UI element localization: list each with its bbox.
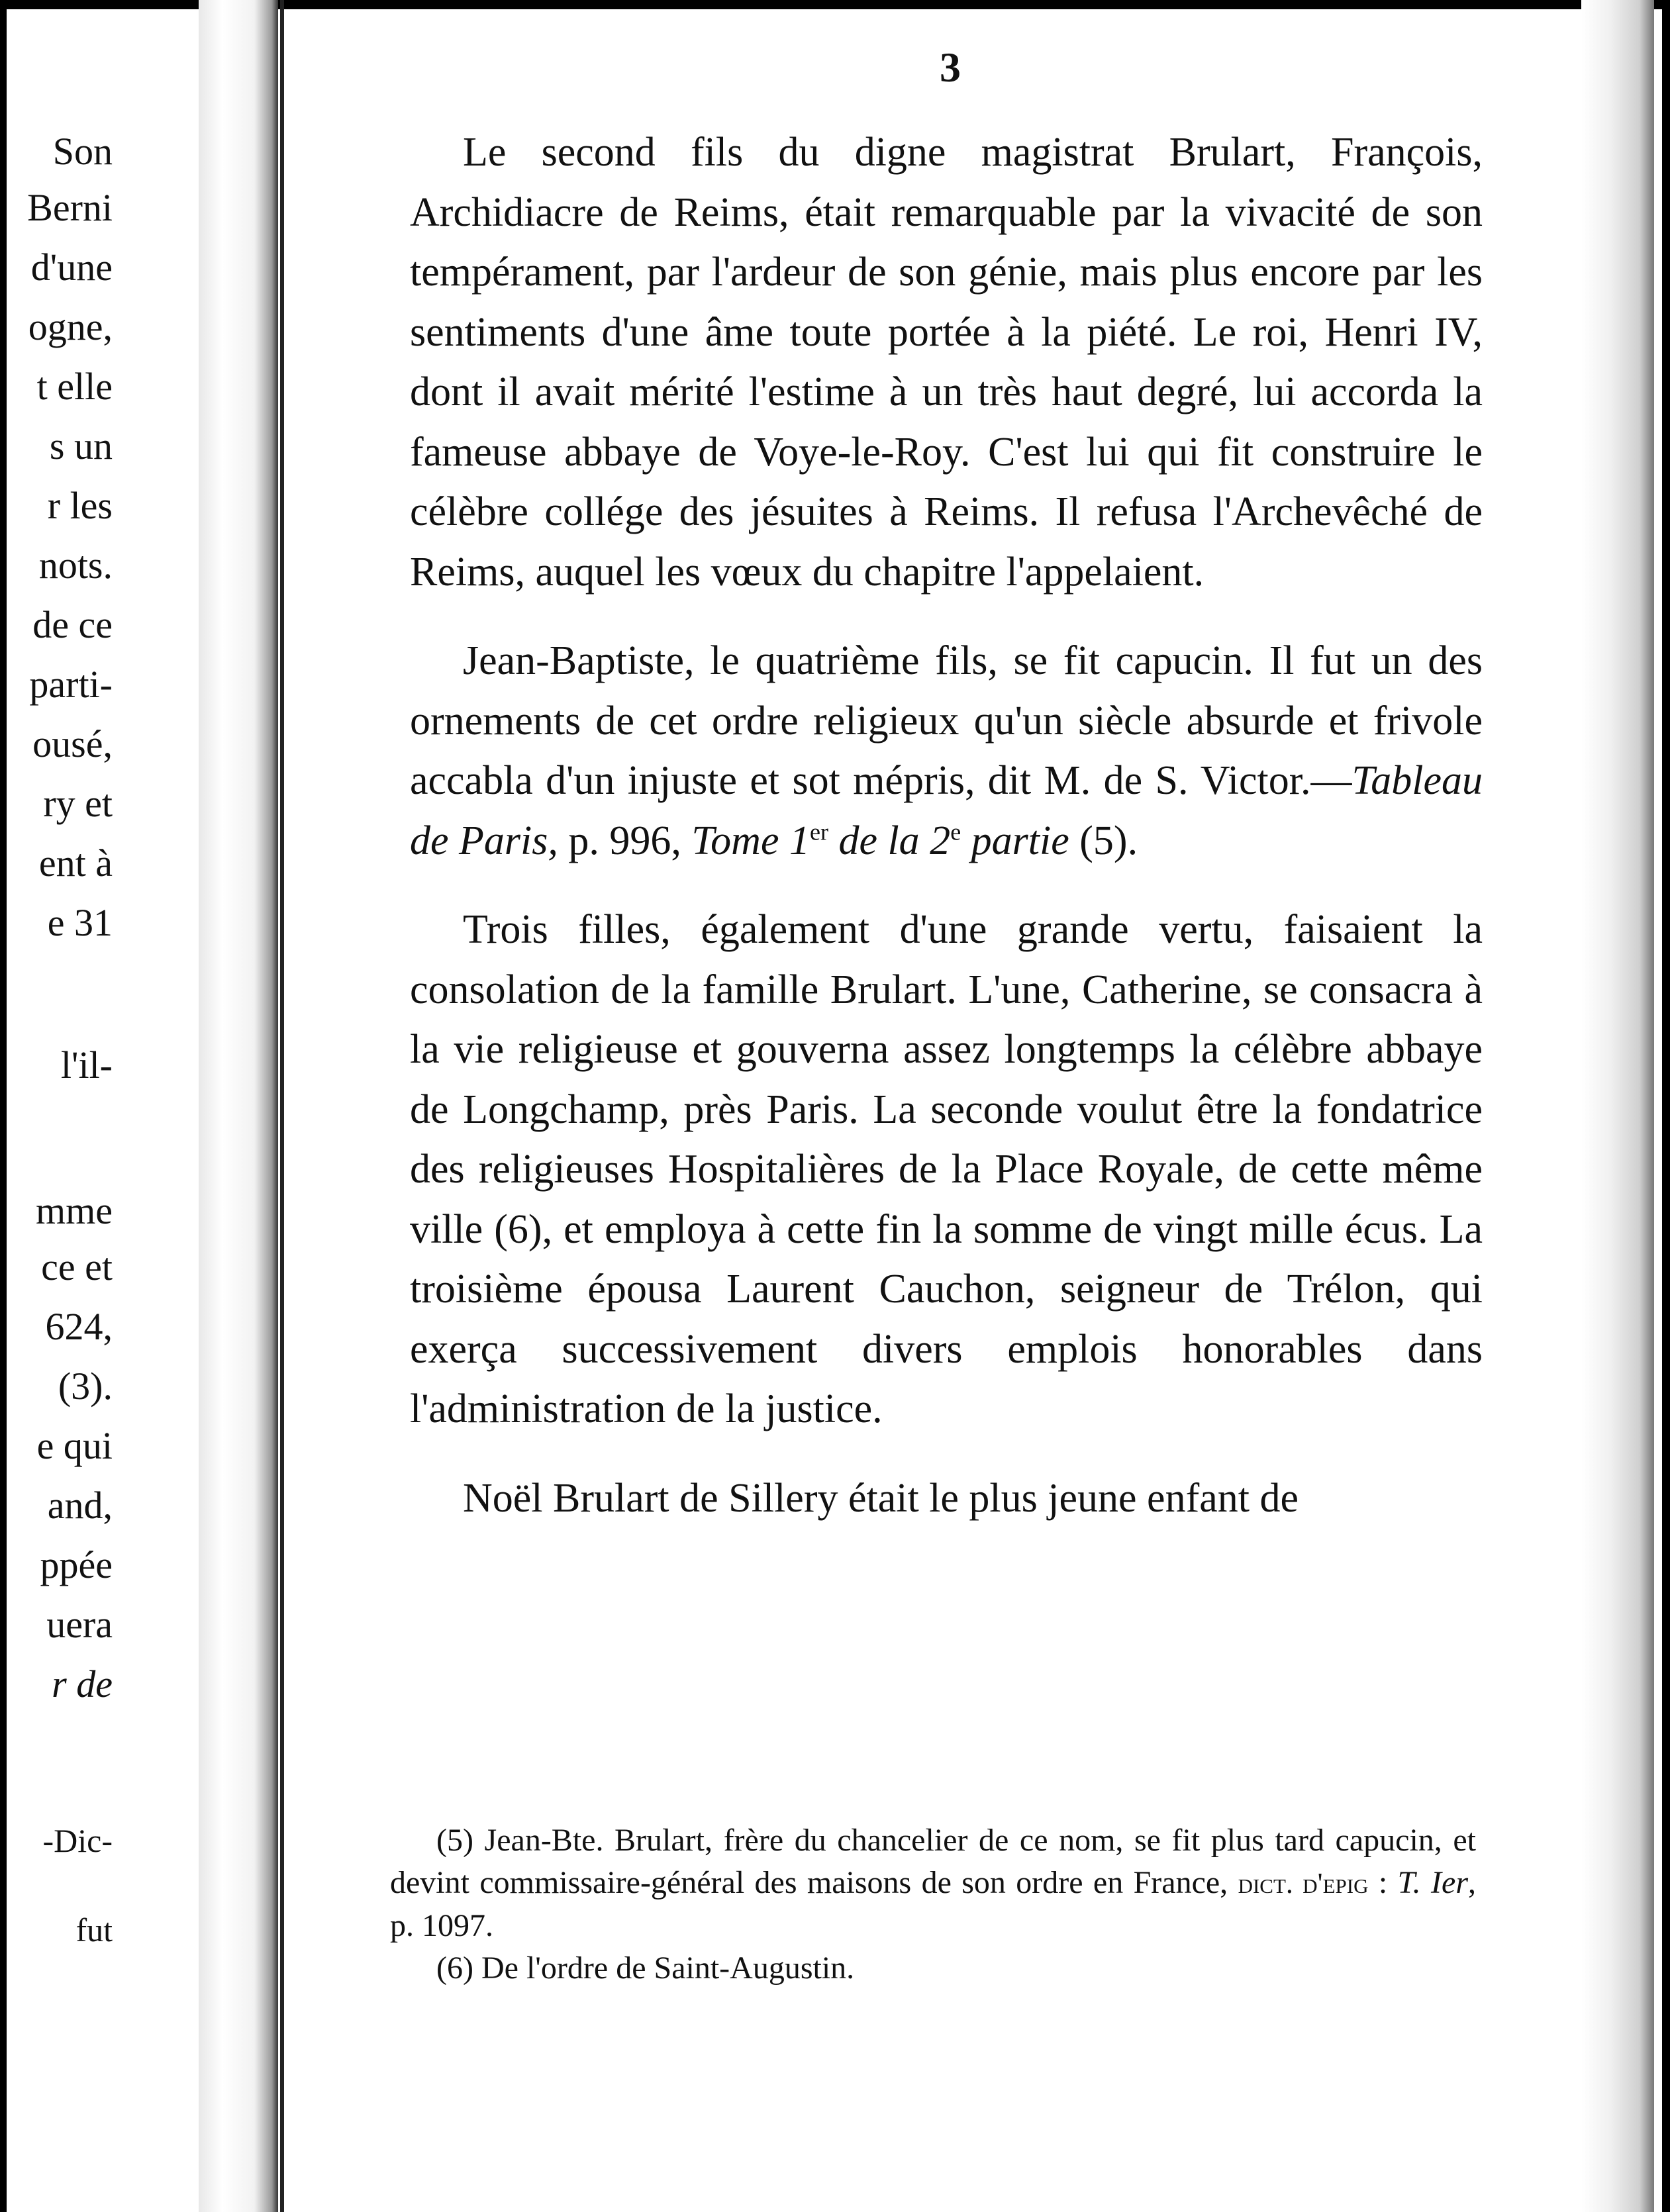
left-line: mme [36,1189,113,1232]
right-page [284,0,1582,2212]
footnote-italic: T. Ier [1397,1865,1468,1900]
paragraph: Le second fils du digne magistrat Brulart, François, Archidiacre de Reims, était remarquable par la vivacité de son tempérament, par l'ardeur de son génie, mais plus encore par les sentiments d'une âme toute portée à la piété. Le roi, Henri IV, dont il avait mérité l'estime à un très haut degré, lui accorda la fameuse abbaye de Voye-le-Roy. C'est lui qui fit construire le célèbre collége des jésuites à Reims. Il refusa l'Archevêché de Reims, auquel les vœux du chapitre l'appelaient. [410,130,1483,595]
book-gutter [199,0,278,2212]
paragraph-text: (5). [1069,818,1138,863]
left-line: ppée [40,1543,113,1586]
left-line: (3). [58,1365,113,1408]
left-line: -Dic- [42,1822,113,1859]
left-line: Berni [27,186,113,229]
superscript: er [809,818,828,845]
left-line: ogne, [28,305,113,348]
italic-tome: Tome 1 [691,818,810,863]
left-line: 624, [45,1305,113,1348]
left-line: and, [47,1484,113,1527]
left-line: de ce [32,603,113,646]
footnotes [390,1819,1476,1990]
italic-part: de la 2 [828,818,951,863]
page-number: 3 [940,44,961,91]
footnote-smallcaps: dict. d'epig [1238,1867,1369,1899]
left-line: e 31 [47,901,113,944]
italic-partie: partie [961,818,1069,863]
paragraph: Trois filles, également d'une grande vertu, faisaient la consolation de la famille Brulart. L'une, Catherine, se consacra à la vie religieuse et gouverna assez longtemps la célèbre abbaye de Longchamp, près Paris. La seconde voulut être la fondatrice des religieuses Hospitalières de la Place Royale, de cette même ville (6), et employa à cette fin la somme de vingt mille écus. La troisième épousa Laurent Cauchon, seigneur de Trélon, qui exerça successivement divers emplois honorables dans l'administration de la justice. [410,907,1483,1431]
left-line: t elle [36,365,113,408]
left-line: d'une [30,246,113,289]
footnote-text: (5) Jean-Bte. Brulart, frère du chancelier de ce nom, se fit plus tard capucin, et devint commissaire-général des maisons de son ordre en France, [390,1823,1476,1900]
left-line: nots. [38,544,113,587]
left-line: s un [49,424,113,467]
left-line: ent à [38,842,113,885]
left-line: fut [75,1911,113,1948]
superscript: e [950,818,961,845]
footnote-text: : [1368,1865,1398,1900]
left-line: l'il- [60,1043,113,1086]
footnote: (6) De l'ordre de Saint-Augustin. [436,1950,855,1986]
left-line: parti- [29,663,113,706]
left-line: ousé, [32,722,113,765]
left-line: uera [46,1603,113,1646]
paragraph [410,631,1483,871]
page-edge-right [1581,0,1654,2212]
left-line: ry et [43,782,113,825]
left-line: Son [52,130,113,173]
left-page-fragment [7,0,199,2212]
paragraph-text: p. 996, [558,818,692,863]
left-line: ce et [41,1245,113,1288]
body-text [410,122,1483,1528]
scan-border-right [1662,0,1670,2212]
paragraph: Noël Brulart de Sillery était le plus jeune enfant de [463,1475,1299,1521]
footnote-text: , p. 1097. [390,1865,1476,1943]
scan-border-left [0,0,7,2212]
italic-title: Tableau de Paris, [410,758,1483,863]
paragraph-text: Jean-Baptiste, le quatrième fils, se fit capucin. Il fut un des ornements de cet ordre religieux qu'un siècle absurde et frivole accabla d'un injuste et sot mépris, dit M. de S. Victor.— [410,638,1483,803]
left-line: r les [47,484,113,527]
left-line: e qui [36,1424,113,1467]
left-line: r de [52,1662,113,1706]
footnote [390,1819,1476,1947]
